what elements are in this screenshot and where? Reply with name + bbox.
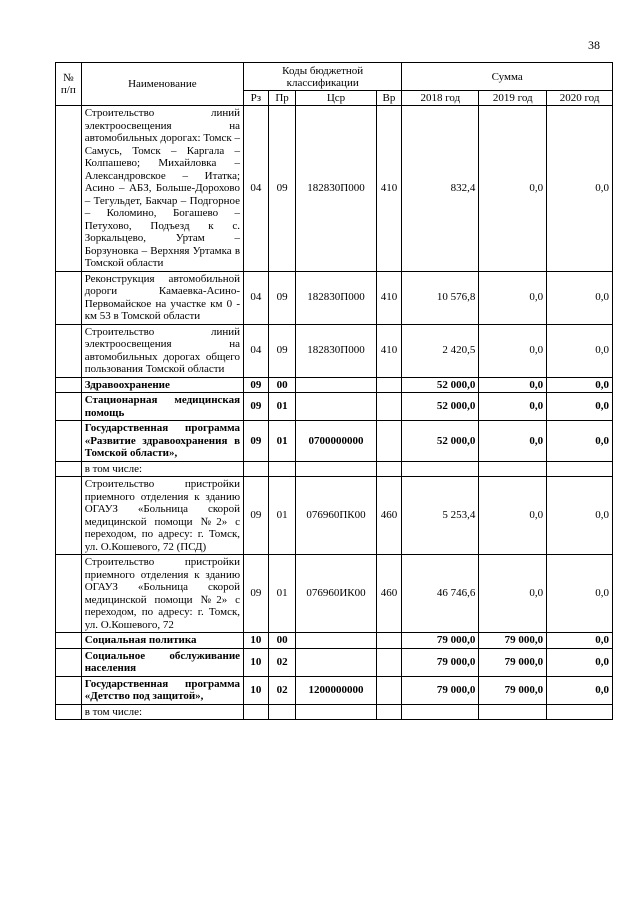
row-2019: 0,0 [479,377,547,393]
row-name: Реконструкция автомобильной дороги Камаевка-Асино-Первомайское на участке км 0 - км 53 в Томской области [81,271,243,324]
header-codes: Коды бюджетной классификации [244,63,402,91]
row-num [56,477,82,555]
table-row [56,106,613,272]
row-csr [296,648,376,676]
row-name: Социальная политика [81,633,243,649]
row-vr: 460 [376,477,402,555]
row-rz: 10 [244,633,269,649]
page-number: 38 [588,38,600,52]
row-2020: 0,0 [547,648,613,676]
row-name: Стационарная медицинская помощь [81,393,243,421]
row-num [56,393,82,421]
row-2020: 0,0 [547,421,613,462]
row-pr: 01 [268,555,296,633]
row-2019: 79 000,0 [479,676,547,704]
row-2018: 52 000,0 [402,377,479,393]
row-2020: 0,0 [547,271,613,324]
row-csr: 182830П000 [296,324,376,377]
row-2020 [547,461,613,477]
row-vr [376,421,402,462]
row-2018: 79 000,0 [402,676,479,704]
row-pr: 00 [268,377,296,393]
row-rz: 04 [244,271,269,324]
row-2018 [402,461,479,477]
header-2018: 2018 год [402,91,479,106]
row-2020: 0,0 [547,324,613,377]
row-pr: 02 [268,676,296,704]
row-rz: 04 [244,106,269,272]
row-2019: 0,0 [479,477,547,555]
header-2019: 2019 год [479,91,547,106]
row-rz [244,461,269,477]
row-num [56,555,82,633]
row-csr [296,704,376,720]
table-row [56,477,613,555]
row-num [56,271,82,324]
row-2019 [479,704,547,720]
row-2020 [547,704,613,720]
row-num [56,377,82,393]
row-name: Государственная программа «Развитие здравоохранения в Томской области», [81,421,243,462]
row-csr: 076960ПК00 [296,477,376,555]
header-2020: 2020 год [547,91,613,106]
row-2018: 10 576,8 [402,271,479,324]
table-row [56,324,613,377]
row-vr [376,704,402,720]
row-2018: 2 420,5 [402,324,479,377]
table-row [56,421,613,462]
row-2019 [479,461,547,477]
header-num: № п/п [56,63,82,106]
row-vr [376,676,402,704]
row-2019: 0,0 [479,555,547,633]
row-pr: 09 [268,324,296,377]
row-rz: 04 [244,324,269,377]
row-name: в том числе: [81,704,243,720]
table-row [56,704,613,720]
row-vr [376,393,402,421]
row-pr [268,704,296,720]
row-vr [376,633,402,649]
row-csr [296,633,376,649]
row-2019: 79 000,0 [479,633,547,649]
row-name: Строительство линий электроосвещения на автомобильных дорогах общего пользования Томской области [81,324,243,377]
row-num [56,648,82,676]
row-rz: 09 [244,377,269,393]
table-row [56,377,613,393]
row-name: в том числе: [81,461,243,477]
row-2020: 0,0 [547,555,613,633]
header-name: Наименование [81,63,243,106]
row-num [56,704,82,720]
row-2019: 0,0 [479,393,547,421]
row-pr: 02 [268,648,296,676]
row-num [56,633,82,649]
row-vr [376,461,402,477]
budget-table [55,62,613,720]
table-row [56,271,613,324]
row-csr [296,461,376,477]
row-num [56,106,82,272]
row-csr [296,393,376,421]
row-2018: 46 746,6 [402,555,479,633]
row-num [56,421,82,462]
row-rz [244,704,269,720]
row-2019: 0,0 [479,271,547,324]
row-rz: 10 [244,676,269,704]
row-rz: 10 [244,648,269,676]
row-num [56,461,82,477]
header-csr: Цср [296,91,376,106]
header-rz: Рз [244,91,269,106]
row-2019: 0,0 [479,106,547,272]
row-pr: 01 [268,477,296,555]
row-vr: 410 [376,106,402,272]
header-pr: Пр [268,91,296,106]
table-row [56,461,613,477]
row-2020: 0,0 [547,477,613,555]
row-2018: 5 253,4 [402,477,479,555]
row-2018: 52 000,0 [402,393,479,421]
row-2020: 0,0 [547,676,613,704]
row-rz: 09 [244,477,269,555]
table-row [56,648,613,676]
header-vr: Вр [376,91,402,106]
row-2018: 79 000,0 [402,633,479,649]
row-vr [376,377,402,393]
row-name: Строительство линий электроосвещения на автомобильных дорогах: Томск – Самусь, Томск – Каргала – Колпашево; Михайловка – Александровское – Итатка; Асино – АБЗ, Больше-Дорохово – Тегульдет, Бакчар – Подгорное – Коломино, Богашево – Петухово, Подъезд к с. Зоркальцево, Уртам – Борзуновка – Верхняя Уртамка в Томской области [81,106,243,272]
row-csr [296,377,376,393]
row-vr: 410 [376,271,402,324]
row-csr: 1200000000 [296,676,376,704]
row-vr [376,648,402,676]
table-row [56,555,613,633]
row-2018: 79 000,0 [402,648,479,676]
row-vr: 460 [376,555,402,633]
table-row [56,393,613,421]
row-2019: 0,0 [479,421,547,462]
row-name: Строительство пристройки приемного отделения к зданию ОГАУЗ «Больница скорой медицинской помощи №2» с переходом, по адресу: г. Томск, ул. О.Кошевого, 72 (ПСД) [81,477,243,555]
row-csr: 182830П000 [296,271,376,324]
row-csr: 182830П000 [296,106,376,272]
row-csr: 076960ИК00 [296,555,376,633]
row-name: Строительство пристройки приемного отделения к зданию ОГАУЗ «Больница скорой медицинской помощи №2» с переходом, по адресу: г. Томск, ул. О.Кошевого, 72 [81,555,243,633]
row-2018 [402,704,479,720]
row-name: Государственная программа «Детство под защитой», [81,676,243,704]
table-row [56,676,613,704]
row-rz: 09 [244,555,269,633]
row-2018: 832,4 [402,106,479,272]
row-2020: 0,0 [547,377,613,393]
row-2020: 0,0 [547,633,613,649]
row-rz: 09 [244,421,269,462]
row-rz: 09 [244,393,269,421]
row-pr: 09 [268,106,296,272]
row-vr: 410 [376,324,402,377]
table-row [56,633,613,649]
row-num [56,324,82,377]
row-pr: 01 [268,393,296,421]
row-2019: 0,0 [479,324,547,377]
header-sum: Сумма [402,63,613,91]
row-2018: 52 000,0 [402,421,479,462]
row-2020: 0,0 [547,106,613,272]
row-2020: 0,0 [547,393,613,421]
row-2019: 79 000,0 [479,648,547,676]
row-pr: 00 [268,633,296,649]
row-num [56,676,82,704]
row-pr [268,461,296,477]
row-csr: 0700000000 [296,421,376,462]
row-name: Здравоохранение [81,377,243,393]
row-pr: 01 [268,421,296,462]
row-pr: 09 [268,271,296,324]
row-name: Социальное обслуживание населения [81,648,243,676]
